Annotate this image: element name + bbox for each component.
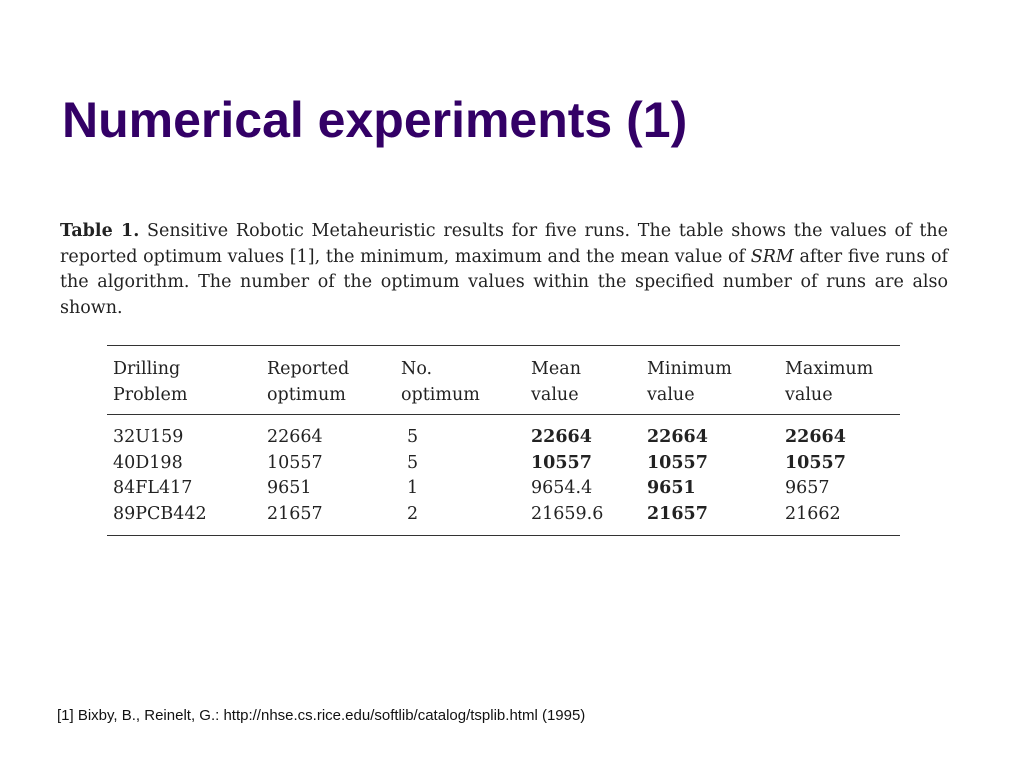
cell-minimum-value: 9651 <box>647 478 696 498</box>
table-row <box>107 451 900 477</box>
cell-mean-value: 9654.4 <box>531 478 593 498</box>
cell-minimum-value: 21657 <box>647 503 708 524</box>
cell-no-optimum: 5 <box>407 452 419 473</box>
header-no-optimum: No. optimum <box>401 359 480 405</box>
table-header-row <box>107 346 900 415</box>
results-table-container <box>107 345 900 536</box>
cell-problem: 84FL417 <box>113 478 193 498</box>
cell-problem: 32U159 <box>113 427 184 447</box>
table-row <box>107 476 900 502</box>
slide-title: Numerical experiments (1) <box>62 92 688 148</box>
reference-footnote: [1] Bixby, B., Reinelt, G.: http://nhse.cs.rice.edu/softlib/catalog/tsplib.html (1995) <box>57 707 586 724</box>
cell-minimum-value: 10557 <box>647 452 708 473</box>
cell-maximum-value: 22664 <box>785 427 846 447</box>
cell-no-optimum: 1 <box>407 478 419 498</box>
cell-maximum-value: 21662 <box>785 503 841 524</box>
cell-minimum-value: 22664 <box>647 427 708 447</box>
cell-mean-value: 21659.6 <box>531 503 604 524</box>
header-maximum-value: Maximum value <box>785 359 874 405</box>
caption-text-part-1: Sensitive Robotic Metaheuristic results for five runs. The table shows the values of the reported optimum values [1], the minimum, maximum and the mean value of <box>60 221 948 267</box>
results-table <box>107 345 900 536</box>
table-row <box>107 502 900 536</box>
table-row <box>107 415 900 451</box>
cell-no-optimum: 5 <box>407 427 419 447</box>
cell-no-optimum: 2 <box>407 503 419 524</box>
caption-label: Table 1. <box>60 221 140 241</box>
caption-emphasis: SRM <box>750 246 794 267</box>
cell-reported-optimum: 10557 <box>267 452 323 473</box>
header-drilling-problem: Drilling Problem <box>113 359 188 405</box>
cell-mean-value: 10557 <box>531 452 592 473</box>
header-minimum-value: Minimum value <box>647 359 732 405</box>
cell-problem: 89PCB442 <box>113 503 207 524</box>
table-caption <box>60 219 948 321</box>
header-mean-value: Mean value <box>531 359 581 405</box>
cell-mean-value: 22664 <box>531 427 592 447</box>
cell-maximum-value: 9657 <box>785 478 830 498</box>
cell-problem: 40D198 <box>113 452 183 473</box>
cell-maximum-value: 10557 <box>785 452 846 473</box>
caption-text-part-2: after five runs of the algorithm. The number of the optimum values within the specified number of runs are also shown. <box>60 246 948 318</box>
cell-reported-optimum: 21657 <box>267 503 323 524</box>
cell-reported-optimum: 9651 <box>267 478 312 498</box>
cell-reported-optimum: 22664 <box>267 427 323 447</box>
header-reported-optimum: Reported optimum <box>267 359 350 405</box>
